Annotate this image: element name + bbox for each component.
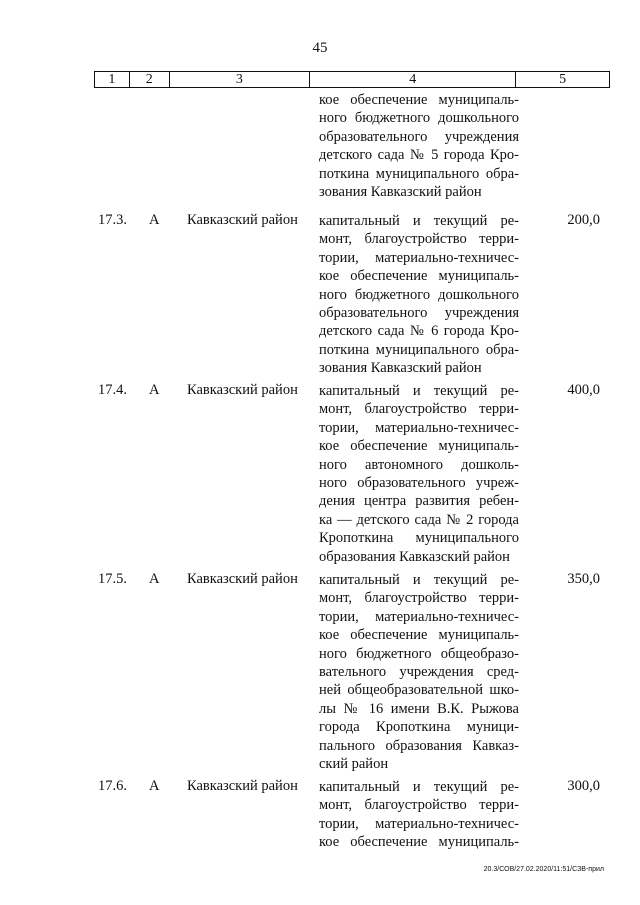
row-category: А — [149, 571, 160, 587]
row-district: Кавказский район — [187, 382, 298, 398]
row-amount: 400,0 — [567, 382, 600, 398]
description-line: ного бюджетного общеобразо- — [319, 645, 519, 662]
description-line: образования Кавказский район — [319, 548, 510, 565]
description-line: капитальный и текущий ре- — [319, 213, 519, 229]
description-line: ного бюджетного дошкольного — [319, 286, 519, 303]
row-amount: 350,0 — [567, 571, 600, 587]
description-line: тории, материально-техничес- — [319, 419, 519, 436]
header-col-2: 2 — [130, 72, 170, 87]
description-line: тории, материально-техничес- — [319, 249, 519, 266]
description-line: дения центра развития ребен- — [319, 493, 519, 510]
description-line: Кропоткина муниципального — [319, 530, 519, 547]
description-line: ного образовательного учреж- — [319, 474, 519, 491]
continuation-description — [319, 91, 519, 201]
description-line: монт, благоустройство терри- — [319, 231, 519, 248]
header-col-3: 3 — [170, 72, 310, 87]
description-line: ский район — [319, 755, 389, 772]
row-number: 17.3. — [98, 212, 127, 228]
description-line: монт, благоустройство терри- — [319, 590, 519, 607]
description-line: капитальный и текущий ре- — [319, 779, 519, 795]
description-line: образовательного учреждения — [319, 128, 519, 145]
row-description — [319, 212, 519, 378]
description-line: зования Кавказский район — [319, 360, 482, 377]
description-line: кое обеспечение муниципаль- — [319, 834, 519, 851]
row-category: А — [149, 212, 160, 228]
row-category: А — [149, 382, 160, 398]
description-line: ка — детского сада № 2 города — [319, 511, 519, 528]
row-description — [319, 382, 519, 566]
row-district: Кавказский район — [187, 778, 298, 794]
row-district: Кавказский район — [187, 571, 298, 587]
row-amount: 200,0 — [567, 212, 600, 228]
description-line: поткина муниципального обра- — [319, 341, 519, 358]
description-line: кое обеспечение муниципаль- — [319, 438, 519, 455]
table-header — [94, 71, 610, 88]
header-col-1: 1 — [95, 72, 130, 87]
page-number: 45 — [312, 40, 328, 56]
description-line: кое обеспечение муниципаль- — [319, 92, 519, 108]
description-line: кое обеспечение муниципаль- — [319, 627, 519, 644]
description-line: города Кропоткина муници- — [319, 719, 519, 736]
row-number: 17.5. — [98, 571, 127, 587]
header-col-5: 5 — [559, 72, 567, 87]
description-line: лы № 16 имени В.К. Рыжова — [319, 700, 519, 717]
row-description — [319, 571, 519, 773]
row-category: А — [149, 778, 160, 794]
description-line: детского сада № 5 города Кро- — [319, 147, 519, 164]
description-line: детского сада № 6 города Кро- — [319, 323, 519, 340]
description-line: ного бюджетного дошкольного — [319, 110, 519, 127]
row-number: 17.4. — [98, 382, 127, 398]
description-line: образовательного учреждения — [319, 304, 519, 321]
row-district: Кавказский район — [187, 212, 298, 228]
description-line: монт, благоустройство терри- — [319, 797, 519, 814]
description-line: зования Кавказский район — [319, 183, 482, 200]
footer-document-code: 20.3/СОВ/27.02.2020/11:51/СЗВ-прил — [483, 866, 604, 873]
row-amount: 300,0 — [567, 778, 600, 794]
description-line: пального образования Кавказ- — [319, 737, 519, 754]
row-number: 17.6. — [98, 778, 127, 794]
description-line: капитальный и текущий ре- — [319, 383, 519, 399]
description-line: поткина муниципального обра- — [319, 165, 519, 182]
description-line: капитальный и текущий ре- — [319, 572, 519, 588]
description-line: тории, материально-техничес- — [319, 815, 519, 832]
description-line: тории, материально-техничес- — [319, 608, 519, 625]
description-line: ней общеобразовательной шко- — [319, 682, 519, 699]
description-line: ного автономного дошколь- — [319, 456, 519, 473]
row-description — [319, 778, 519, 852]
description-line: кое обеспечение муниципаль- — [319, 268, 519, 285]
header-col-4: 4 — [310, 72, 516, 87]
description-line: вательного учреждения сред- — [319, 663, 519, 680]
description-line: монт, благоустройство терри- — [319, 401, 519, 418]
